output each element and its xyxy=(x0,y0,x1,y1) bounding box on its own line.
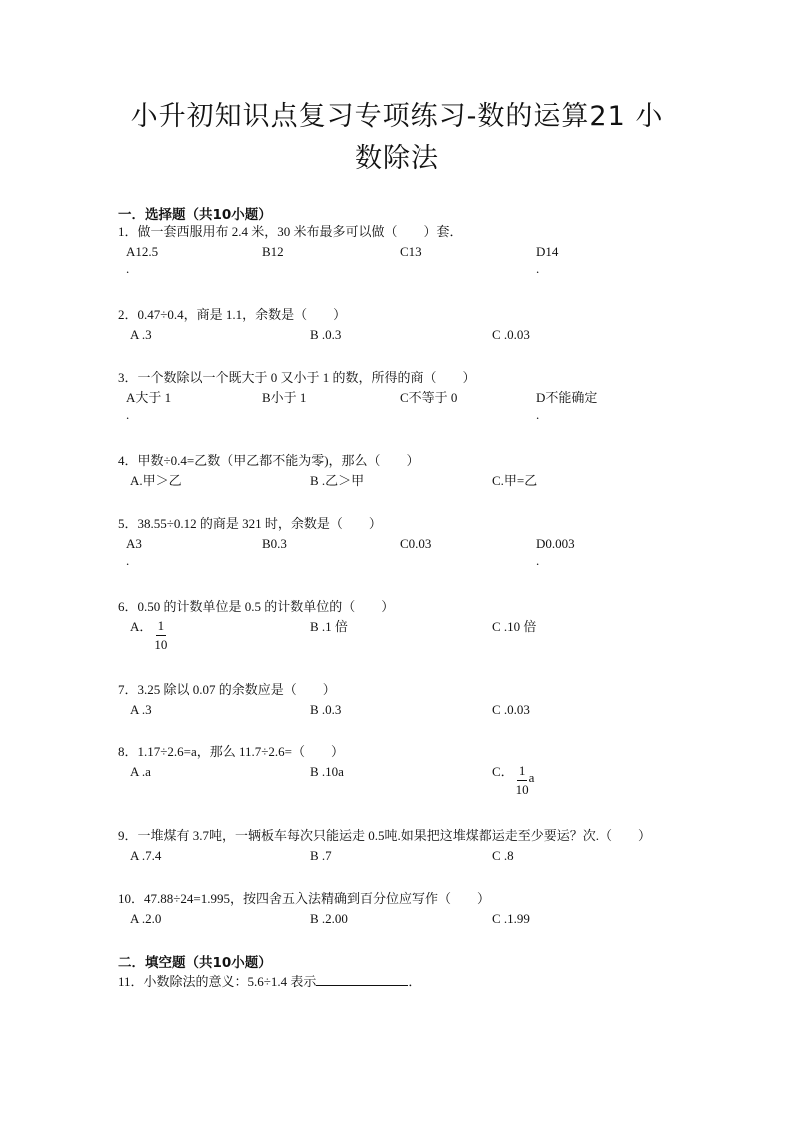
option-c[interactable]: C .0.03 xyxy=(492,702,530,717)
option-c[interactable]: C .1.99 xyxy=(492,911,530,926)
section-heading-fill-blank: 二．填空题（共10小题） xyxy=(118,955,272,971)
question-text: 5．38.55÷0.12 的商是 321 时，余数是（ ） xyxy=(118,516,382,531)
question-text: 3．一个数除以一个既大于 0 又小于 1 的数，所得的商（ ） xyxy=(118,370,476,385)
option-c[interactable]: C0.03 xyxy=(400,536,432,551)
option-b[interactable]: B .乙＞甲 xyxy=(310,473,365,488)
question-9 xyxy=(118,826,734,886)
option-a[interactable]: A大于 1 . xyxy=(126,390,172,422)
option-b[interactable]: B .0.3 xyxy=(310,702,342,717)
page-title xyxy=(90,96,704,180)
option-b[interactable]: B小于 1 xyxy=(262,390,307,405)
answer-blank[interactable] xyxy=(316,971,408,986)
question-8 xyxy=(118,742,734,802)
option-a[interactable]: A .3 xyxy=(130,702,152,717)
option-a[interactable]: A12.5 . xyxy=(126,244,159,276)
question-text: 8．1.17÷2.6=a，那么 11.7÷2.6=（ ） xyxy=(118,744,344,759)
option-a[interactable]: A.甲＞乙 xyxy=(130,473,182,488)
question-10 xyxy=(118,889,734,949)
option-a[interactable]: A． $\frac{1}{10}$ xyxy=(130,618,168,652)
section-heading-choice: 一．选择题（共10小题） xyxy=(118,207,272,223)
option-d[interactable]: D14 . xyxy=(536,244,559,276)
question-text: 10．47.88÷24=1.995，按四舍五入法精确到百分位应写作（ ） xyxy=(118,891,490,906)
option-b[interactable]: B .0.3 xyxy=(310,327,342,342)
option-a[interactable]: A .3 xyxy=(130,327,152,342)
question-text: 7．3.25 除以 0.07 的余数应是（ ） xyxy=(118,682,336,697)
fraction: $\frac{1}{10}$ xyxy=(515,763,529,797)
option-c[interactable]: C .8 xyxy=(492,848,514,863)
question-2 xyxy=(118,305,734,365)
question-text: 11．小数除法的意义：5.6÷1.4 表示 xyxy=(118,974,317,989)
question-1 xyxy=(118,222,734,282)
title-line-2: 数除法 xyxy=(355,143,439,174)
question-6 xyxy=(118,597,734,657)
option-c[interactable]: C .10 倍 xyxy=(492,619,537,634)
title-line-1: 小升初知识点复习专项练习-数的运算21 小 xyxy=(130,101,664,132)
fraction: $\frac{1}{10}$ xyxy=(154,618,168,652)
question-7 xyxy=(118,680,734,740)
question-text: 2．0.47÷0.4，商是 1.1，余数是（ ） xyxy=(118,307,347,322)
option-b[interactable]: B .1 倍 xyxy=(310,619,348,634)
option-a[interactable]: A3 . xyxy=(126,536,142,568)
question-5 xyxy=(118,514,734,574)
option-d[interactable]: D0.003 . xyxy=(536,536,575,568)
option-c[interactable]: C .0.03 xyxy=(492,327,530,342)
option-a[interactable]: A .a xyxy=(130,764,151,779)
option-d[interactable]: D不能确定 . xyxy=(536,390,598,422)
question-3 xyxy=(118,368,734,428)
option-c[interactable]: C． $\frac{1}{10}$ a xyxy=(492,763,535,797)
option-b[interactable]: B .7 xyxy=(310,848,332,863)
option-a[interactable]: A .2.0 xyxy=(130,911,162,926)
question-text: 9．一堆煤有 3.7吨，一辆板车每次只能运走 0.5吨.如果把这堆煤都运走至少要运？次.（ ） xyxy=(118,828,652,843)
option-b[interactable]: B12 xyxy=(262,244,284,259)
question-text: 6．0.50 的计数单位是 0.5 的计数单位的（ ） xyxy=(118,599,395,614)
option-b[interactable]: B .2.00 xyxy=(310,911,348,926)
option-a[interactable]: A .7.4 xyxy=(130,848,162,863)
question-text: 1．做一套西服用布 2.4 米，30 米布最多可以做（ ）套． xyxy=(118,224,463,239)
question-text: 4．甲数÷0.4=乙数（甲乙都不能为零)，那么（ ） xyxy=(118,453,420,468)
question-4 xyxy=(118,451,734,511)
option-c[interactable]: C不等于 0 xyxy=(400,390,458,405)
option-c[interactable]: C13 xyxy=(400,244,422,259)
option-b[interactable]: B0.3 xyxy=(262,536,287,551)
question-11: 11．小数除法的意义：5.6÷1.4 表示 ． xyxy=(118,971,734,992)
option-b[interactable]: B .10a xyxy=(310,764,344,779)
option-c[interactable]: C.甲=乙 xyxy=(492,473,538,488)
